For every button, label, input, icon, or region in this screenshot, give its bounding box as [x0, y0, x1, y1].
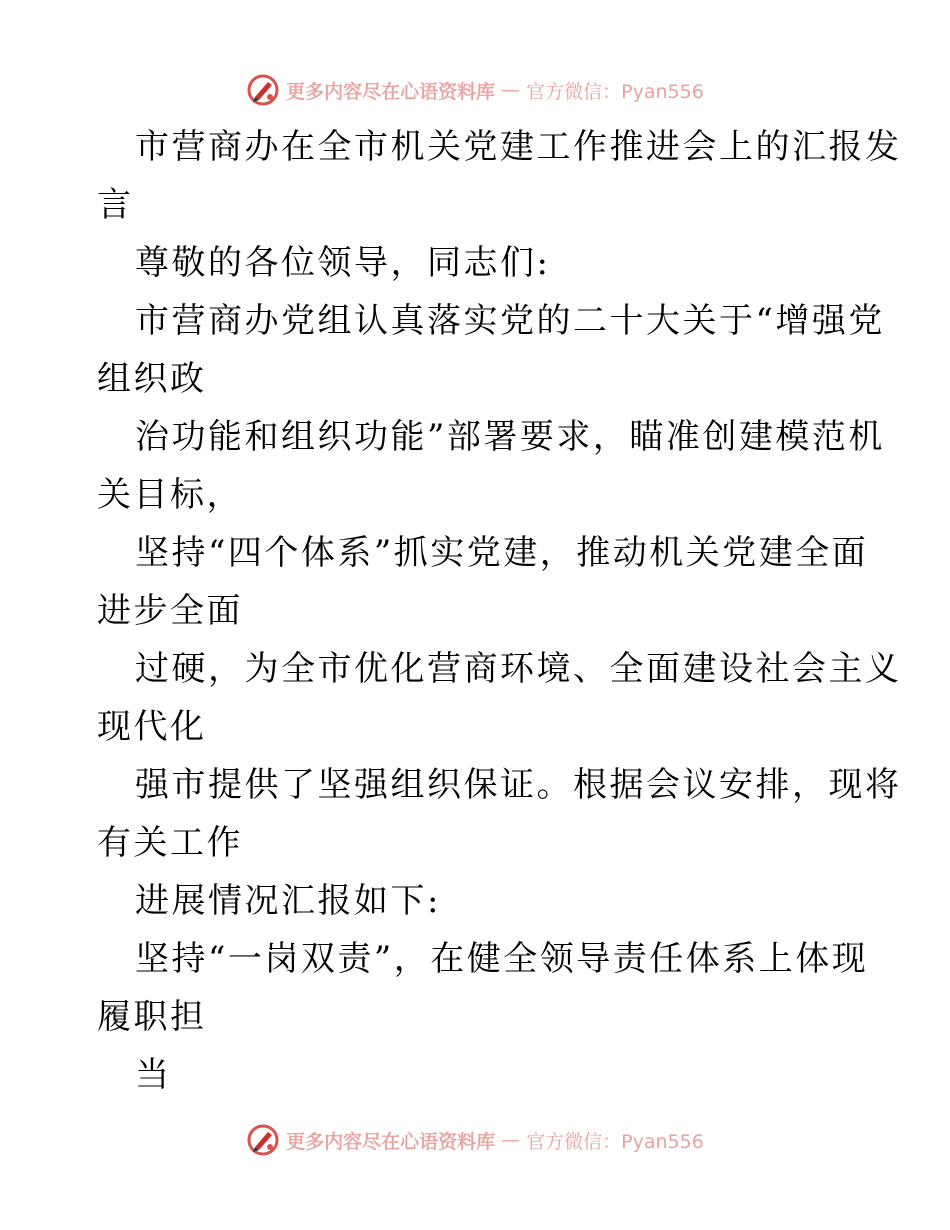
watermark-contact: 官方微信：Pyan556	[526, 80, 704, 103]
doc-line: 履职担	[97, 997, 207, 1037]
doc-line: 市营商办在全市机关党建工作推进会上的汇报发	[135, 127, 902, 167]
doc-line: 关目标，	[97, 475, 243, 515]
pen-circle-logo-icon	[246, 73, 280, 107]
header-watermark	[0, 70, 950, 110]
doc-line: 治功能和组织功能”部署要求，瞄准创建模范机	[135, 417, 885, 457]
doc-line: 言	[97, 185, 134, 225]
watermark-separator: —	[501, 79, 521, 101]
doc-line: 进展情况汇报如下:	[135, 881, 441, 921]
watermark-separator: —	[501, 1129, 521, 1151]
doc-line: 坚持“一岗双责”，在健全领导责任体系上体现	[135, 939, 869, 979]
doc-line: 尊敬的各位领导，同志们:	[135, 243, 551, 283]
doc-line: 有关工作	[97, 823, 243, 863]
doc-line: 当	[135, 1055, 172, 1095]
watermark-site-name: 更多内容尽在心语资料库	[286, 80, 496, 103]
doc-line: 市营商办党组认真落实党的二十大关于“增强党	[135, 301, 885, 341]
doc-line: 强市提供了坚强组织保证。根据会议安排，现将	[135, 765, 902, 805]
pen-circle-logo-icon	[246, 1123, 280, 1157]
doc-line: 组织政	[97, 359, 207, 399]
watermark-site-name: 更多内容尽在心语资料库	[286, 1130, 496, 1153]
watermark-contact: 官方微信：Pyan556	[526, 1130, 704, 1153]
doc-line: 过硬，为全市优化营商环境、全面建设社会主义	[135, 649, 902, 689]
footer-watermark	[0, 1120, 950, 1160]
doc-line: 进步全面	[97, 591, 243, 631]
document-body	[97, 118, 902, 1104]
doc-line: 现代化	[97, 707, 207, 747]
doc-line: 坚持“四个体系”抓实党建，推动机关党建全面	[135, 533, 869, 573]
